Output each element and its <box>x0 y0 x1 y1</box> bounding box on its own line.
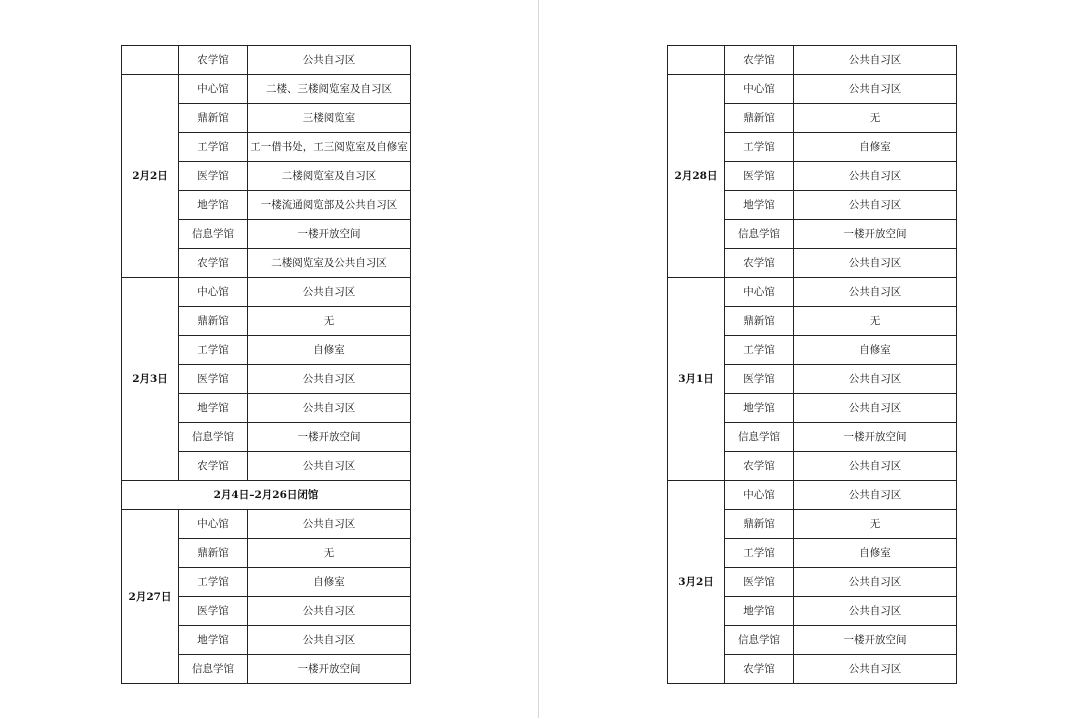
library-cell: 医学馆 <box>725 162 794 191</box>
open-area-cell: 公共自习区 <box>794 46 957 75</box>
open-area-cell: 公共自习区 <box>794 394 957 423</box>
open-area-cell: 自修室 <box>794 133 957 162</box>
open-area-cell: 一楼开放空间 <box>248 423 411 452</box>
library-cell: 工学馆 <box>725 133 794 162</box>
library-cell: 中心馆 <box>179 510 248 539</box>
date-cell: 3月2日 <box>668 481 725 684</box>
open-area-cell: 一楼开放空间 <box>794 423 957 452</box>
open-area-cell: 工一借书处，工三阅览室及自修室 <box>248 133 411 162</box>
open-area-cell: 自修室 <box>248 336 411 365</box>
open-area-cell: 二楼、三楼阅览室及自习区 <box>248 75 411 104</box>
open-area-cell: 公共自习区 <box>248 597 411 626</box>
library-cell: 农学馆 <box>725 249 794 278</box>
schedule-table-page-2 <box>667 45 957 684</box>
schedule-table-page-1 <box>121 45 411 684</box>
library-cell: 工学馆 <box>179 568 248 597</box>
open-area-cell: 二楼阅览室及公共自习区 <box>248 249 411 278</box>
open-area-cell: 公共自习区 <box>794 481 957 510</box>
open-area-cell: 自修室 <box>794 336 957 365</box>
open-area-cell: 二楼阅览室及自习区 <box>248 162 411 191</box>
library-cell: 中心馆 <box>725 75 794 104</box>
date-cell <box>668 46 725 75</box>
date-cell: 2月3日 <box>122 278 179 481</box>
open-area-cell: 自修室 <box>248 568 411 597</box>
date-cell <box>122 46 179 75</box>
library-cell: 工学馆 <box>179 336 248 365</box>
library-cell: 地学馆 <box>179 394 248 423</box>
open-area-cell: 公共自习区 <box>248 452 411 481</box>
library-cell: 信息学馆 <box>725 220 794 249</box>
date-cell: 2月28日 <box>668 75 725 278</box>
library-cell: 农学馆 <box>179 249 248 278</box>
library-cell: 信息学馆 <box>179 655 248 684</box>
open-area-cell: 无 <box>794 104 957 133</box>
open-area-cell: 一楼开放空间 <box>794 626 957 655</box>
library-cell: 农学馆 <box>179 46 248 75</box>
library-cell: 信息学馆 <box>179 220 248 249</box>
open-area-cell: 一楼开放空间 <box>248 220 411 249</box>
open-area-cell: 公共自习区 <box>794 278 957 307</box>
library-cell: 信息学馆 <box>179 423 248 452</box>
open-area-cell: 三楼阅览室 <box>248 104 411 133</box>
open-area-cell: 公共自习区 <box>794 452 957 481</box>
library-cell: 农学馆 <box>179 452 248 481</box>
library-cell: 中心馆 <box>725 278 794 307</box>
library-cell: 鼎新馆 <box>725 307 794 336</box>
library-cell: 鼎新馆 <box>179 307 248 336</box>
library-cell: 鼎新馆 <box>725 510 794 539</box>
open-area-cell: 公共自习区 <box>794 568 957 597</box>
open-area-cell: 公共自习区 <box>248 510 411 539</box>
library-cell: 地学馆 <box>725 597 794 626</box>
library-cell: 农学馆 <box>725 452 794 481</box>
open-area-cell: 公共自习区 <box>794 162 957 191</box>
open-area-cell: 公共自习区 <box>248 626 411 655</box>
closure-notice: 2月4日–2月26日闭馆 <box>122 481 411 510</box>
library-cell: 农学馆 <box>725 46 794 75</box>
table-row <box>122 75 411 104</box>
date-cell: 2月27日 <box>122 510 179 684</box>
table-row <box>122 510 411 539</box>
open-area-cell: 无 <box>248 307 411 336</box>
open-area-cell: 公共自习区 <box>248 365 411 394</box>
open-area-cell: 公共自习区 <box>794 365 957 394</box>
library-cell: 信息学馆 <box>725 626 794 655</box>
library-cell: 鼎新馆 <box>725 104 794 133</box>
date-cell: 2月2日 <box>122 75 179 278</box>
library-cell: 地学馆 <box>725 394 794 423</box>
library-cell: 地学馆 <box>179 626 248 655</box>
library-cell: 中心馆 <box>725 481 794 510</box>
library-cell: 地学馆 <box>725 191 794 220</box>
open-area-cell: 公共自习区 <box>794 75 957 104</box>
open-area-cell: 公共自习区 <box>248 278 411 307</box>
open-area-cell: 无 <box>794 510 957 539</box>
date-cell: 3月1日 <box>668 278 725 481</box>
library-cell: 医学馆 <box>725 568 794 597</box>
table-row <box>668 481 957 510</box>
table-row <box>122 278 411 307</box>
library-cell: 鼎新馆 <box>179 539 248 568</box>
library-cell: 医学馆 <box>725 365 794 394</box>
library-cell: 地学馆 <box>179 191 248 220</box>
open-area-cell: 一楼开放空间 <box>248 655 411 684</box>
library-cell: 工学馆 <box>725 539 794 568</box>
table-row <box>668 46 957 75</box>
open-area-cell: 公共自习区 <box>794 597 957 626</box>
open-area-cell: 一楼流通阅览部及公共自习区 <box>248 191 411 220</box>
open-area-cell: 公共自习区 <box>248 46 411 75</box>
library-cell: 中心馆 <box>179 75 248 104</box>
library-cell: 医学馆 <box>179 365 248 394</box>
library-cell: 鼎新馆 <box>179 104 248 133</box>
open-area-cell: 无 <box>794 307 957 336</box>
open-area-cell: 无 <box>248 539 411 568</box>
library-cell: 农学馆 <box>725 655 794 684</box>
open-area-cell: 自修室 <box>794 539 957 568</box>
page-divider <box>538 0 539 718</box>
closure-row <box>122 481 411 510</box>
open-area-cell: 公共自习区 <box>248 394 411 423</box>
library-cell: 医学馆 <box>179 162 248 191</box>
open-area-cell: 公共自习区 <box>794 249 957 278</box>
library-cell: 医学馆 <box>179 597 248 626</box>
library-cell: 工学馆 <box>725 336 794 365</box>
library-cell: 工学馆 <box>179 133 248 162</box>
table-row <box>668 75 957 104</box>
open-area-cell: 一楼开放空间 <box>794 220 957 249</box>
table-row <box>122 46 411 75</box>
library-cell: 信息学馆 <box>725 423 794 452</box>
library-cell: 中心馆 <box>179 278 248 307</box>
open-area-cell: 公共自习区 <box>794 655 957 684</box>
open-area-cell: 公共自习区 <box>794 191 957 220</box>
table-row <box>668 278 957 307</box>
